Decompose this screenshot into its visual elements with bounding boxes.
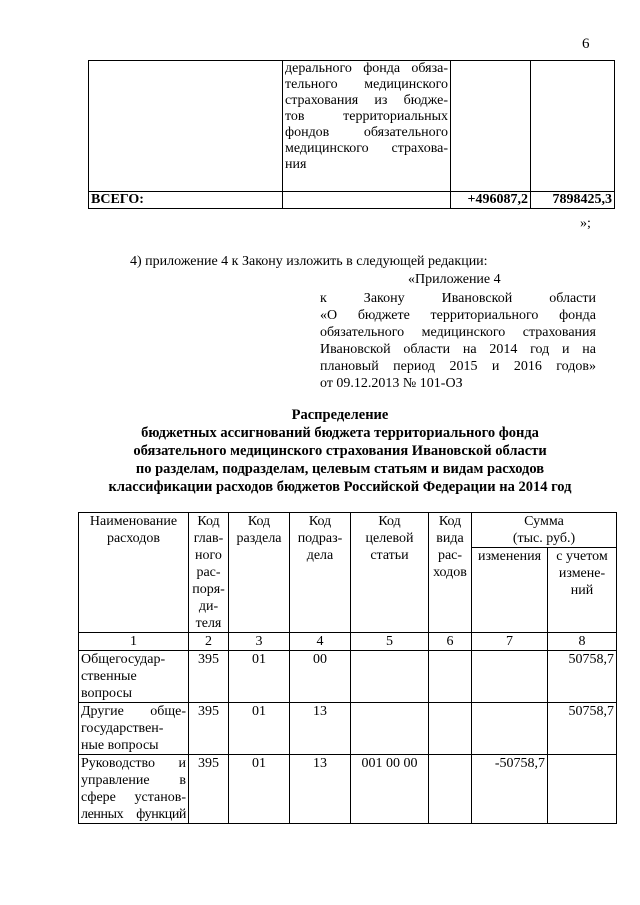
header-with-changes: с учетом измене- ний [548, 548, 617, 633]
table-row: Другие обще- государствен- ные вопросы 395 01 13 50758,7 [79, 703, 617, 755]
table-header-row [79, 513, 617, 548]
table-row [89, 61, 615, 192]
continued-description: дерального фонда обяза- тельного медицинского страхования из бюдже- тов территориальных фондов обязательного медицинского страхова- ния [283, 61, 451, 192]
header-expense-type-code: Код вида рас- ходов [429, 513, 472, 633]
appendix-title: «Приложение 4 [408, 272, 501, 287]
total-change: +496087,2 [451, 192, 531, 209]
header-target-code: Код целевой статьи [351, 513, 429, 633]
item-4-text: 4) приложение 4 к Закону изложить в следующей редакции: [130, 254, 488, 269]
page-number: 6 [582, 36, 590, 52]
row-name: Общегосудар- ственные вопросы [79, 651, 189, 703]
distribution-table [78, 512, 617, 824]
header-changes: изменения [472, 548, 548, 633]
table-row: Общегосудар- ственные вопросы 395 01 00 50758,7 [79, 651, 617, 703]
total-amount: 7898425,3 [531, 192, 615, 209]
appendix-heading: к Закону Ивановской области «О бюджете территориального фонда обязательного медицинского страхования Ивановской области на 2014 год и на плановый период 2015 и 2016 годов» от 09.12.2013 № 101-ОЗ [320, 291, 596, 391]
header-section-code: Код раздела [229, 513, 290, 633]
header-name: Наименование расходов [79, 513, 189, 633]
distribution-title: Распределение бюджетных ассигнований бюджета территориального фонда обязательного медицинского страхования Ивановской области по разделам, подразделам, целевым статьям и видам расходов классификации расходов бюджетов Российской Федерации на 2014 год [108, 407, 572, 495]
total-row [89, 192, 615, 209]
total-label: ВСЕГО: [89, 192, 283, 209]
row-name: Руководство и управление в сфере установ- ленных функций [79, 755, 189, 824]
row-name: Другие обще- государствен- ные вопросы [79, 703, 189, 755]
table-row: Руководство и управление в сфере установ- ленных функций 395 01 13 001 00 00 -50758,7 [79, 755, 617, 824]
continued-budget-table [88, 60, 615, 209]
column-number-row: 1 2 3 4 5 6 7 8 [79, 633, 617, 651]
header-amount-group: Сумма (тыс. руб.) [472, 513, 617, 548]
header-subsection-code: Код подраз- дела [290, 513, 351, 633]
header-admin-code: Код глав- ного рас- поря- ди- теля [189, 513, 229, 633]
closing-quote: »; [580, 216, 591, 231]
